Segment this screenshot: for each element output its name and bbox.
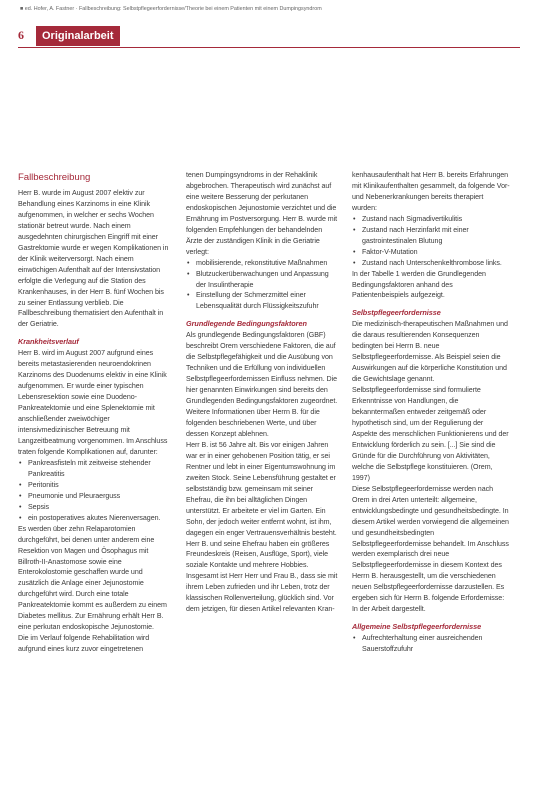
running-head [18,6,518,18]
column-2 [186,170,338,615]
page-number: 6 [18,28,24,42]
paragraph: Die medizinisch-therapeutischen Maßnahmen und die daraus resultierenden Konsequenzen bedingten bei Herrn B. neue Selbstpflegeerfordernisse. Als Beispiel seien die Auswirkungen auf die körperliche Konstitution und die Gewichtslage genannt. Selbstpflegeerfordernisse sind formulierte Erkenntnisse von Handlungen, die bekanntermaßen entweder zeitgemäß oder hypothetisch sind, um der Regulierung der Aspekte des menschlichen Funktionierens und der Entwicklung förderlich zu sein. [...] Sie sind die Gründe für die Durchführung von Aktivitäten, welche die Selbstpflege konstituieren. (Orem, 1997) [352,320,509,482]
bullet-list [18,458,170,524]
list-item: • Sepsis [18,502,170,513]
paragraph: Als grundlegende Bedingungsfaktoren (GBF) beschreibt Orem verschiedene Faktoren, die auf die Selbstpflegefähigkeit und die Ausübung von Techniken und die Erfüllung von individuellen Selbstpflegeerfordernissen Einfluss nehmen. Die hier genannten Einwirkungen sind bereits den Grundlegenden Bedingungsfaktoren zugeordnet. Weitere Informationen über Herrn B. für die folgenden beschriebenen Werte, und über dessen Konzept ablehnen. [186,331,338,438]
list-item: • mobilisierende, rekonstitutive Maßnahmen [186,258,338,269]
column-1 [18,170,170,655]
list-item: • Zustand nach Herzinfarkt mit einer gastrointestinalen Blutung [352,225,510,247]
paragraph: Herr B. ist 56 Jahre alt. Bis vor einigen Jahren war er in einer gehobenen Position tätig, er sei Rentner und lebt in einer Eigentumswohnung im zweiten Stock. Seine Lebensführung gestaltet er selbstständig bzw. gemeinsam mit seiner Ehefrau, die ihn bei alltäglichen Dingen unterstützt. Er arbeitete er viel im Garten. Ein Sohn, der jedoch weiter entfernt wohnt, ist ihm, dagegen ein enger Vertrauensverhältnis besteht. Herr B. und seine Ehefrau haben ein größeres Freundeskreis (Reisen, Ausflüge, Sport), viele soziale Kontakte und mehrere Hobbies. Insgesamt ist Herr Herr und Frau B., dass sie mit ihrem Leben zufrieden und ihr Leben, trotz der klassischen Rollenverteilung, glücklich sind. Vor dem jetzigen, für diesen Artikel relevanten Kran- [186,440,338,614]
paragraph: Diese Selbstpflegeerfordernisse werden nach Orem in drei Arten unterteilt: allgemeine, entwicklungsbedingte und gesundheitsbedingte. In diesem Artikel werden vorwiegend die allgemeinen und gesundheitsbedingten Selbstpflegeerfordernisse behandelt. Im Anschluss werden exemplarisch drei neue Selbstpflegeerfordernisse in diesem Kontext des Herrn B. herausgestellt, um die verschiedenen neuen Selbstpflegeerfordernisse darzustellen. Es ergeben sich für Herrn B. folgende Erfordernisse: In der Arbeit dargestellt. [352,484,509,614]
list-item: • Zustand nach Sigmadivertikulitis [352,214,510,225]
list-item: • Aufrechterhaltung einer ausreichenden Sauerstoffzufuhr [352,633,510,655]
running-head-text: ■ ed. Hofer, A. Fastner · Fallbeschreibung: Selbstpflegeerfordernisse/Theorie bei einem Patienten mit einem Dumpingsyndrom [20,6,322,12]
paragraph: tenen Dumpingsyndroms in der Rehaklinik abgebrochen. Therapeutisch wird zunächst auf eine weitere Besserung der perkutanen endoskopischen Jejunostomie verzichtet und die Ernährung im Postversorgung. Herr B. wurde mit folgenden Empfehlungen der behandelnden Ärzte der zuständigen Klinik in die Geriatrie verlegt: [186,171,338,256]
list-item: • Faktor-V-Mutation [352,247,510,258]
paragraph: Herr B. wurde im August 2007 elektiv zur Behandlung eines Karzinoms in eine Klinik aufgenommen, in welcher er sechs Wochen stationär betreut wurde. Nach einem ausgedehnten chirurgischen Eingriff mit einer Gastrektomie wurde er wegen Komplikationen in der Klinik weiterversorgt. Nach einem einwöchigen Aufenthalt auf der Intensivstation erfolgte die Verlegung auf die Station des Krankenhauses, in der Herr B. fünf Wochen bis zu seiner Entlassung verblieb. Die Fallbeschreibung thematisiert den Aufenthalt in der Geriatrie. [18,189,169,329]
subheading: Grundlegende Bedingungsfaktoren [186,319,307,329]
paragraph: Herr B. wird im August 2007 aufgrund eines bereits metastasierenden neuroendokrinen Karzinoms des Duodenums elektiv in eine Klinik aufgenommen. Er wurde einer typischen Lebensresektion sowie eine Duodeno-Pankreatektomie und eine Splenektomie mit anschließender zweiwöchiger intensivmedizinischer Betreuung mit Langzeitbeatmung vorgenommen. Im Anschluss traten folgende Komplikationen auf, darunter: [18,349,168,456]
header-rule [18,47,520,48]
section-label: Originalarbeit [36,26,120,46]
list-item: • Peritonitis [18,480,170,491]
subheading: Krankheitsverlauf [18,337,79,347]
list-item: • Pankreasfisteln mit zeitweise stehender Pankreatitis [18,458,170,480]
list-item: • Einstellung der Schmerzmittel einer Lebensqualität durch Flüssigkeitszufuhr [186,290,338,312]
list-item: • ein postoperatives akutes Nierenversagen. [18,513,170,524]
paragraph: Es werden über zehn Relaparotomien durchgeführt, bei denen unter anderem eine Resektion von Magen und Ösophagus mit Billroth-II-Anastomose sowie eine Enterokolostomie geschaffen wurde und zusätzlich die Anlage einer Jejunostomie durchgeführt wird. Durch eine totale Pankreatektomie kommt es außerdem zu einem Diabetes mellitus. Zur Ernährung erhält Herr B. eine perkutan endoskopische Jejunostomie. [18,524,167,632]
bullet-list [352,214,510,269]
list-item: • Zustand nach Unterschenkelthrombose links. [352,258,510,269]
list-item: • Pneumonie und Pleuraerguss [18,491,170,502]
column-3 [352,170,510,655]
bullet-list [186,258,338,313]
section-heading: Fallbeschreibung [18,172,91,183]
subheading: Selbstpflegeerfordernisse [352,308,441,318]
paragraph: kenhausaufenthalt hat Herr B. bereits Erfahrungen mit Klinikaufenthalten gesammelt, da folgende Vor- und Nebenerkrankungen bereits therapiert wurden: [352,171,510,212]
bullet-list [352,633,510,655]
paragraph: In der Tabelle 1 werden die Grundlegenden Bedingungsfaktoren anhand des Patientenbeispiels aufgezeigt. [352,269,486,300]
list-item: • Blutzuckerüberwachungen und Anpassung der Insulintherapie [186,269,338,291]
subheading: Allgemeine Selbstpflegeerfordernisse [352,622,482,632]
paragraph: Die im Verlauf folgende Rehabilitation wird aufgrund eines kurz zuvor eingetretenen [18,634,150,654]
